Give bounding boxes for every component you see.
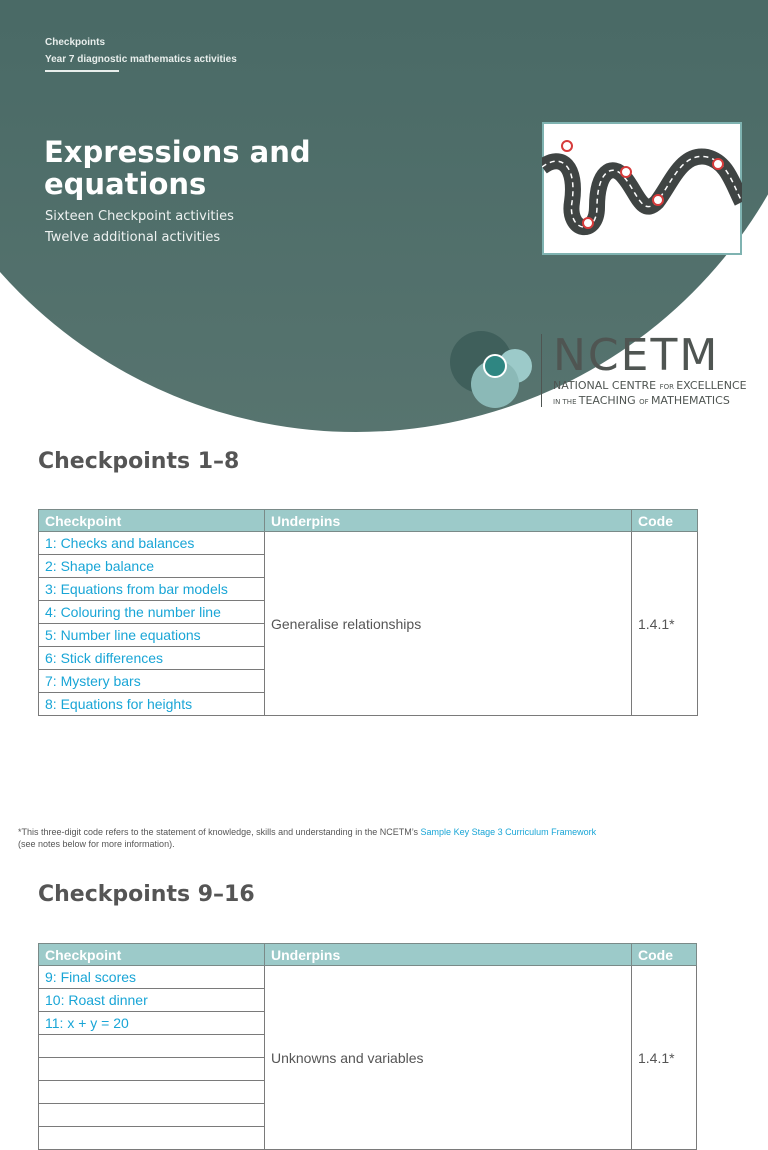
series-label: Checkpoints (45, 37, 106, 48)
checkpoint-link[interactable] (39, 1127, 265, 1150)
checkpoint-link[interactable]: 8: Equations for heights (39, 693, 265, 716)
table-row (39, 966, 697, 989)
checkpoint-link[interactable]: 4: Colouring the number line (39, 601, 265, 624)
ncetm-subtitle-1: NATIONAL CENTRE FOR EXCELLENCE (553, 379, 747, 392)
additional-count: Twelve additional activities (45, 230, 221, 245)
checkpoint-link[interactable]: 3: Equations from bar models (39, 578, 265, 601)
checkpoint-link[interactable]: 6: Stick differences (39, 647, 265, 670)
ncetm-wordmark: NCETM (553, 330, 720, 381)
cover-panel (0, 0, 768, 433)
code-cell: 1.4.1* (632, 532, 698, 716)
checkpoint-link[interactable]: 5: Number line equations (39, 624, 265, 647)
ncetm-subtitle-2: IN THE TEACHING OF MATHEMATICS (553, 394, 730, 407)
checkpoint-link[interactable] (39, 1058, 265, 1081)
winding-road-illustration (542, 122, 742, 255)
checkpoint-link[interactable]: 11: x + y = 20 (39, 1012, 265, 1035)
footnote-text: *This three-digit code refers to the statement of knowledge, skills and understanding in the NCETM’s (18, 827, 421, 837)
header-code: Code (632, 510, 698, 532)
header-code: Code (632, 944, 697, 966)
code-cell: 1.4.1* (632, 966, 697, 1150)
section-heading-1-8: Checkpoints 1–8 (38, 449, 240, 474)
checkpoint-link[interactable]: 9: Final scores (39, 966, 265, 989)
checkpoint-link[interactable] (39, 1081, 265, 1104)
framework-link[interactable]: Sample Key Stage 3 Curriculum Framework (420, 827, 597, 837)
checkpoint-link[interactable] (39, 1104, 265, 1127)
logo-divider (541, 334, 542, 407)
header-checkpoint: Checkpoint (39, 944, 265, 966)
page-title: Expressions and equations (44, 135, 311, 201)
checkpoints-table-1-8 (38, 509, 698, 716)
checkpoint-link[interactable]: 1: Checks and balances (39, 532, 265, 555)
published-date: Published in 2021/22 (45, 376, 134, 386)
code-footnote (18, 826, 596, 850)
underpins-cell: Unknowns and variables (265, 966, 632, 1150)
checkpoint-count: Sixteen Checkpoint activities (45, 209, 234, 224)
table-header-row (39, 510, 698, 532)
subseries-label: Year 7 diagnostic mathematics activities (45, 54, 237, 65)
checkpoint-link[interactable]: 2: Shape balance (39, 555, 265, 578)
header-underpins: Underpins (265, 944, 632, 966)
checkpoint-link[interactable] (39, 1035, 265, 1058)
subseries-underline (45, 70, 119, 72)
checkpoint-link[interactable]: 10: Roast dinner (39, 989, 265, 1012)
header-checkpoint: Checkpoint (39, 510, 265, 532)
footnote-text-2: (see notes below for more information). (18, 839, 175, 849)
table-header-row (39, 944, 697, 966)
checkpoint-link[interactable]: 7: Mystery bars (39, 670, 265, 693)
section-heading-9-16: Checkpoints 9–16 (38, 882, 255, 907)
header-underpins: Underpins (265, 510, 632, 532)
underpins-cell: Generalise relationships (265, 532, 632, 716)
table-row (39, 532, 698, 555)
checkpoints-table-9-16 (38, 943, 697, 1150)
